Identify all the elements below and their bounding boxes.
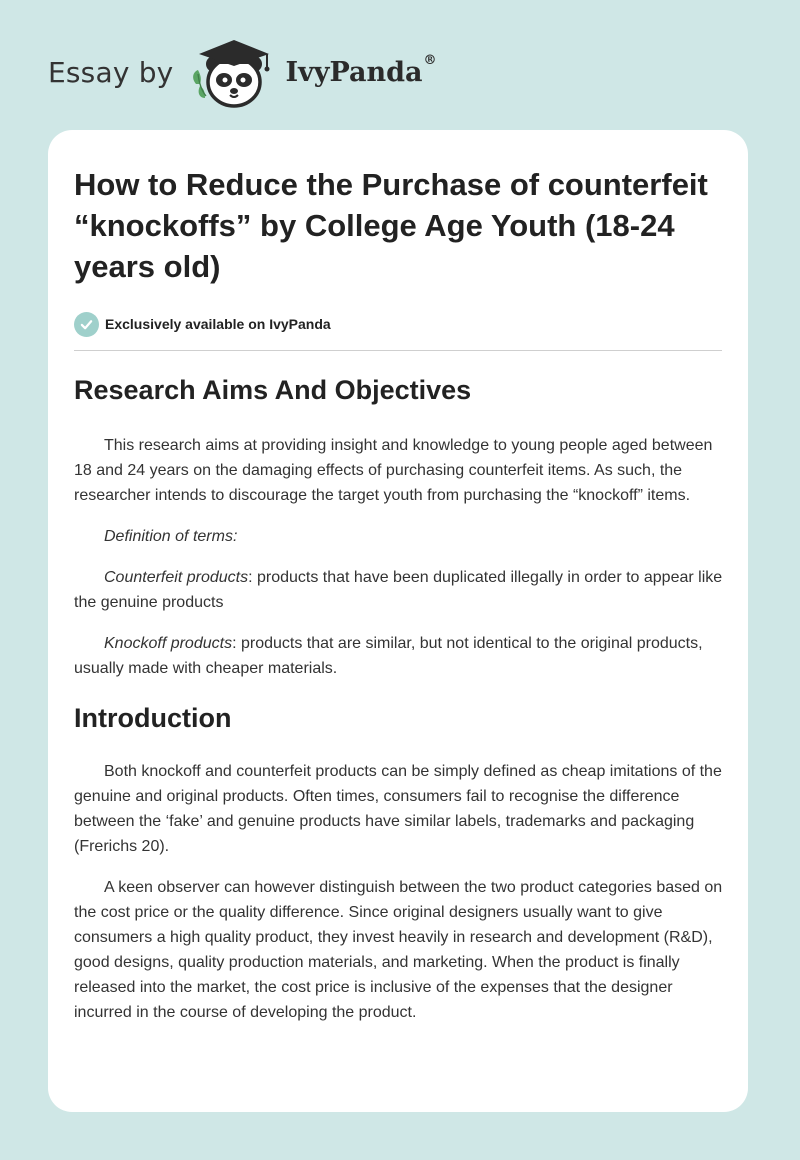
definition-term: Knockoff products [104,635,233,652]
check-circle-icon [74,312,99,337]
brand-name: IvyPanda® [285,52,437,88]
essay-card [48,130,748,1112]
registered-mark: ® [423,52,437,68]
paragraph: This research aims at providing insight and knowledge to young people aged between 18 and 24 years on the damaging effects of purchasing counterfeit items. As such, the researcher intends to discourage the target youth from purchasing the “knockoff” items. [74,437,713,504]
exclusive-badge [74,311,724,337]
definition-knockoff [74,631,724,681]
definition-counterfeit [74,565,724,615]
brand-header [48,34,437,110]
essay-content [74,164,724,1025]
exclusive-label: Exclusively available on IvyPanda [105,316,331,332]
panda-graduate-logo-icon [187,34,281,110]
definition-text: : products that are similar, but not identical to the original products, usually made with cheaper materials. [74,635,703,677]
section-heading-research-aims: Research Aims And Objectives [74,375,472,405]
definition-term: Counterfeit products [104,569,249,586]
section-heading-introduction: Introduction [74,703,232,733]
definitions-label: Definition of terms: [104,528,238,545]
title-divider [74,350,722,351]
paragraph: Both knockoff and counterfeit products can be simply defined as cheap imitations of the genuine and original products. Often times, consumers fail to recognise the difference between the ‘fake’ and genuine products have similar labels, trademarks and packaging (Frerichs 20). [74,763,722,855]
brand-prefix: Essay by [48,55,174,89]
essay-title: How to Reduce the Purchase of counterfeit “knockoffs” by College Age Youth (18-24 years old) [74,167,708,284]
definition-text: : products that have been duplicated illegally in order to appear like the genuine products [74,569,723,611]
paragraph: A keen observer can however distinguish between the two product categories based on the cost price or the quality difference. Since original designers usually want to give consumers a high quality product, they invest heavily in research and development (R&D), good designs, quality production materials, and marketing. When the product is finally released into the market, the cost price is inclusive of the expenses that the designer incurred in the course of developing the product. [74,879,723,1021]
